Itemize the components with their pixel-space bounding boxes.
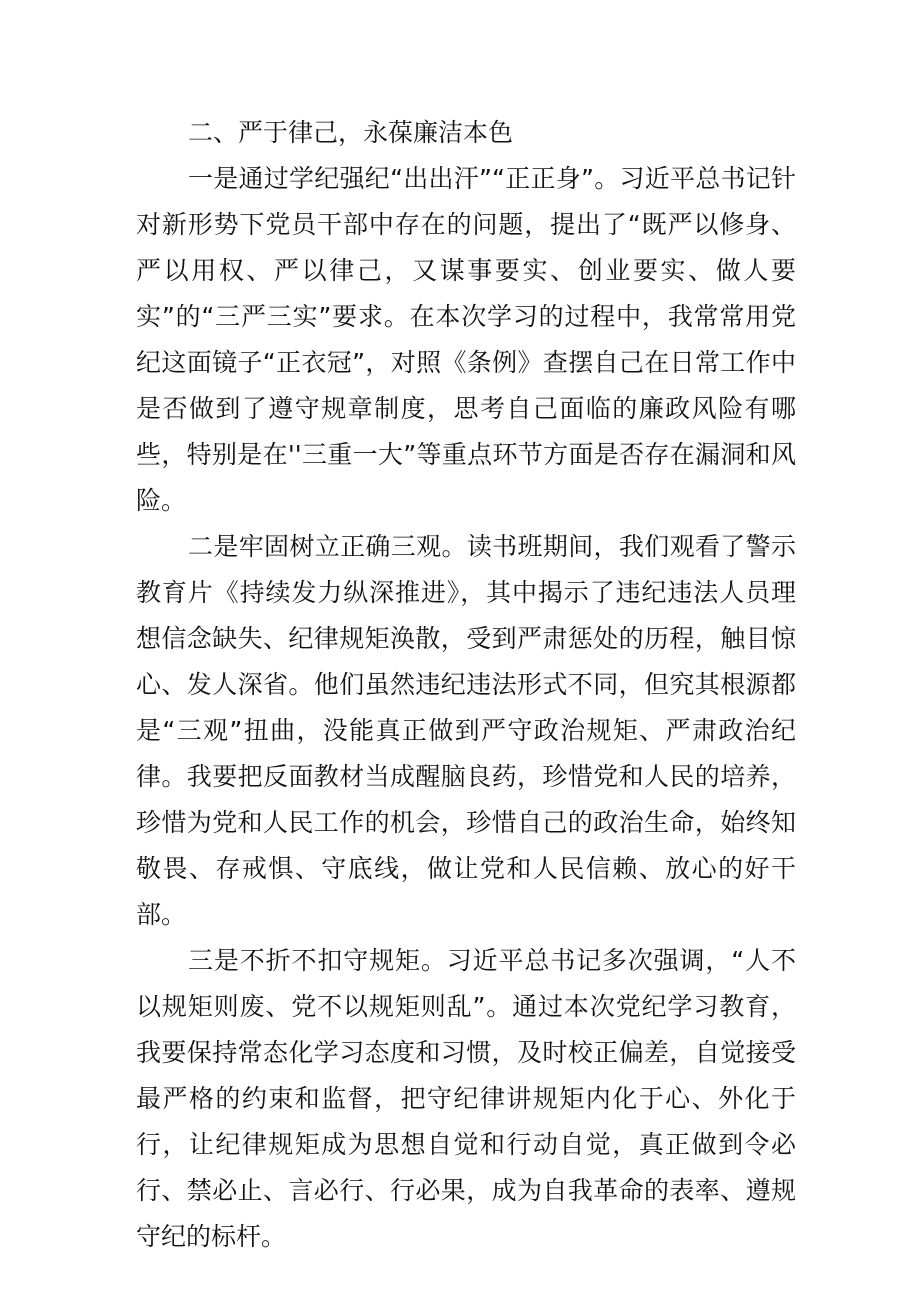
paragraph-3: 三是不折不扣守规矩。习近平总书记多次强调，“人不以规矩则废、党不以规矩则乱”。通过本次党纪学习教育，我要保持常态化学习态度和习惯，及时校正偏差，自觉接受最严格的约束和监督，把守纪律讲规矩内化于心、外化于行，让纪律规矩成为思想自觉和行动自觉，真正做到令必行、禁必止、言必行、行必果，成为自我革命的表率、遵规守纪的标杆。: [136, 946, 796, 1251]
paragraph-1: 一是通过学纪强纪“出出汗”“正正身”。习近平总书记针对新形势下党员干部中存在的问题，提出了“既严以修身、严以用权、严以律己，又谋事要实、创业要实、做人要实”的“三严三实”要求。在本次学习的过程中，我常常用党纪这面镜子“正衣冠”，对照《条例》查摆自己在日常工作中是否做到了遵守规章制度，思考自己面临的廉政风险有哪些，特别是在''三重一大”等重点环节方面是否存在漏洞和风险。: [136, 164, 796, 515]
paragraph-2: 二是牢固树立正确三观。读书班期间，我们观看了警示教育片《持续发力纵深推进》，其中揭示了违纪违法人员理想信念缺失、纪律规矩涣散，受到严肃惩处的历程，触目惊心、发人深省。他们虽然违纪违法形式不同，但究其根源都是“三观”扭曲，没能真正做到严守政治规矩、严肃政治纪律。我要把反面教材当成醒脑良药，珍惜党和人民的培养，珍惜为党和人民工作的机会，珍惜自己的政治生命，始终知敬畏、存戒惧、守底线，做让党和人民信赖、放心的好干部。: [136, 532, 796, 929]
section-heading: 二、严于律己，永葆廉洁本色: [188, 118, 514, 147]
document-body: [136, 110, 796, 1260]
